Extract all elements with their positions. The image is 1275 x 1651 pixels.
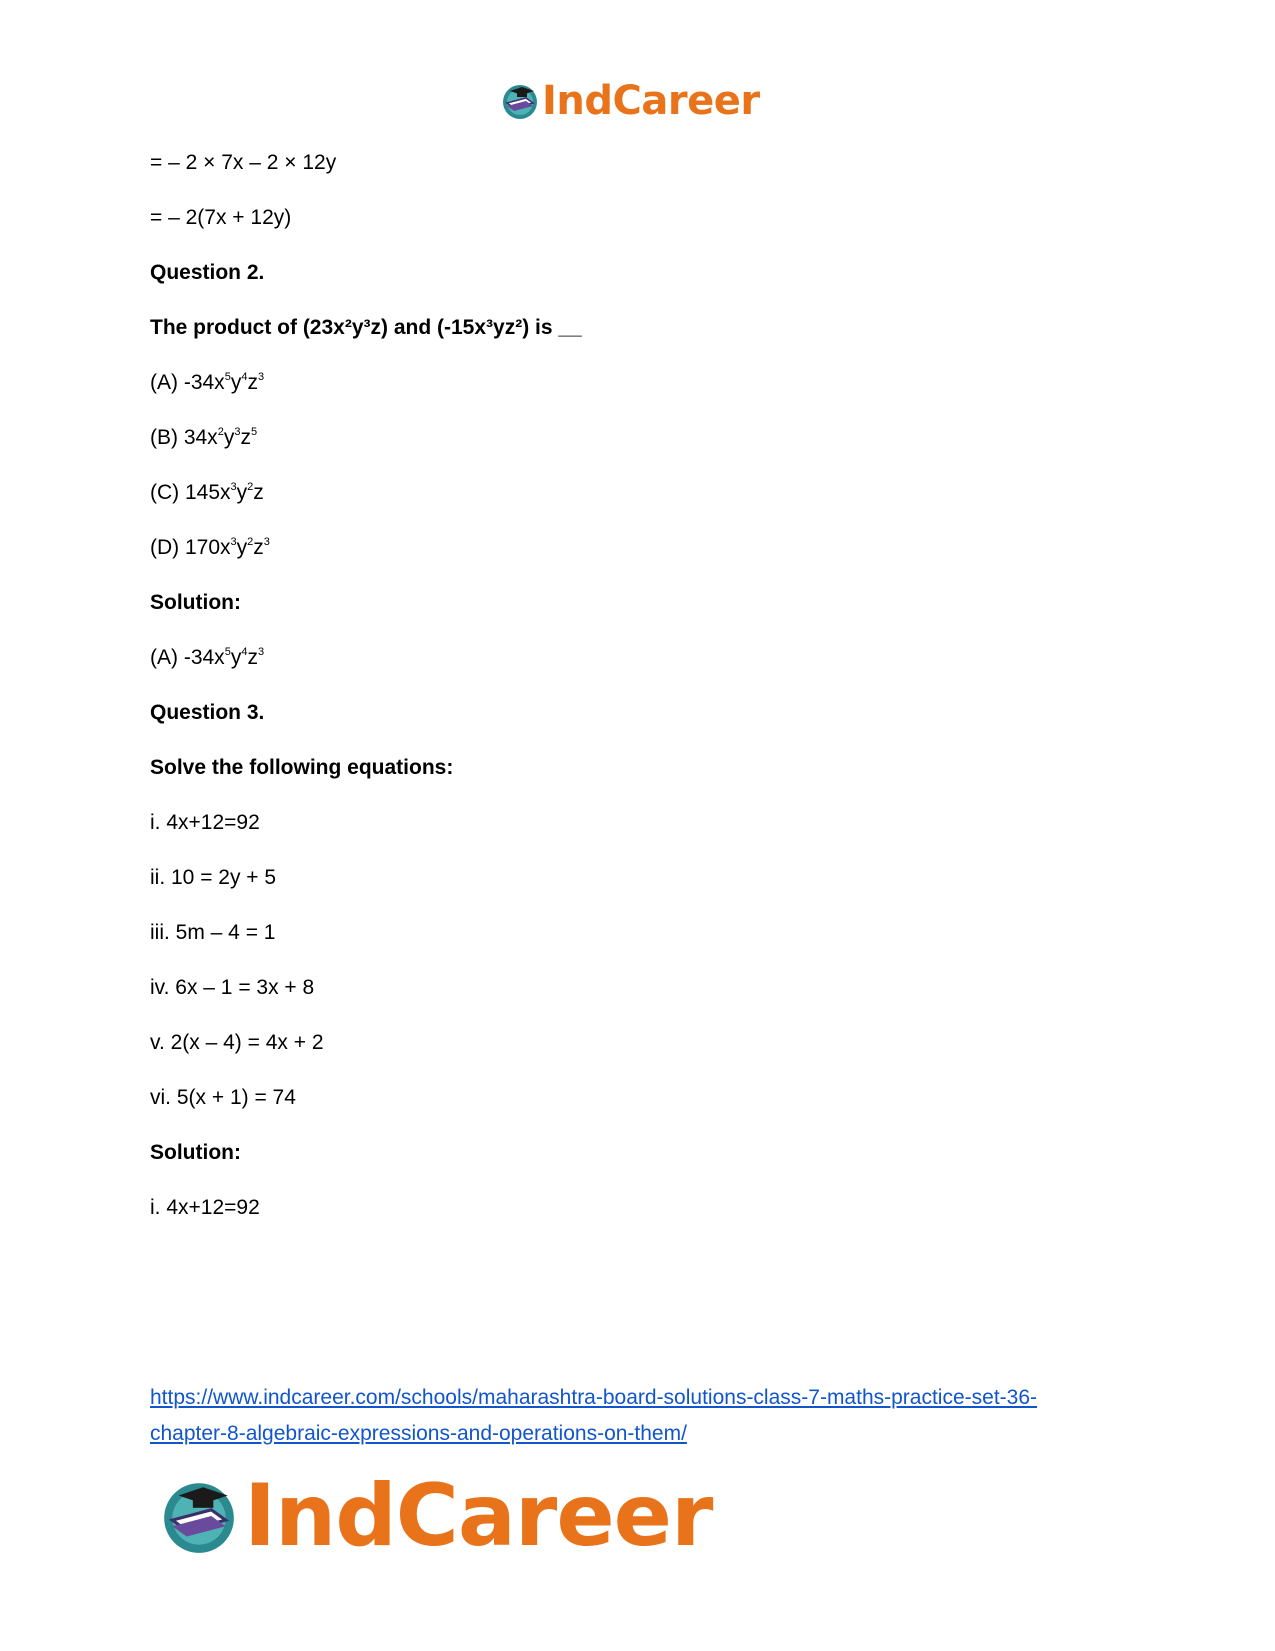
source-link-line-2: chapter-8-algebraic-expressions-and-operations-on-them/ <box>150 1422 687 1445</box>
equation-line: = – 2 × 7x – 2 × 12y <box>150 151 337 174</box>
brand-name: IndCareer <box>542 78 760 124</box>
solution-title: Solution: <box>150 591 241 614</box>
question-3-text: Solve the following equations: <box>150 756 454 779</box>
brand-name: IndCareer <box>244 1466 713 1566</box>
equation-item: i. 4x+12=92 <box>150 811 260 834</box>
solution-equation: i. 4x+12=92 <box>150 1196 260 1219</box>
solution-answer: (A) $-34x^5y^4z^3$ <box>150 646 265 669</box>
graduation-cap-book-globe-icon <box>158 1475 240 1557</box>
question-2-text: The product of (23x²y³z) and (-15x³yz²) is __ <box>150 316 582 339</box>
equation-item: iv. 6x – 1 = 3x + 8 <box>150 976 315 999</box>
equation-item: iii. 5m – 4 = 1 <box>150 921 276 944</box>
equation-item: ii. 10 = 2y + 5 <box>150 866 277 889</box>
source-link-line-1: https://www.indcareer.com/schools/maharashtra-board-solutions-class-7-maths-practice-set-36- <box>150 1386 1038 1409</box>
question-3-title: Question 3. <box>150 701 265 724</box>
equation-line: = – 2(7x + 12y) <box>150 206 292 229</box>
option-b: (B) $34x^2y^3z^5$ <box>150 426 258 449</box>
header-logo <box>500 78 760 124</box>
option-a: (A) $-34x^5y^4z^3$ <box>150 371 265 394</box>
option-d: (D) $170x^3y^2z^3$ <box>150 536 270 559</box>
equation-item: vi. 5(x + 1) = 74 <box>150 1086 296 1109</box>
question-2-title: Question 2. <box>150 261 265 284</box>
equation-item: v. 2(x – 4) = 4x + 2 <box>150 1031 324 1054</box>
solution-title: Solution: <box>150 1141 241 1164</box>
graduation-cap-book-globe-icon <box>500 81 540 121</box>
option-c: (C) $145x^3y^2z$ <box>150 481 264 504</box>
footer-logo <box>158 1466 712 1566</box>
source-link[interactable] <box>150 1380 1140 1452</box>
